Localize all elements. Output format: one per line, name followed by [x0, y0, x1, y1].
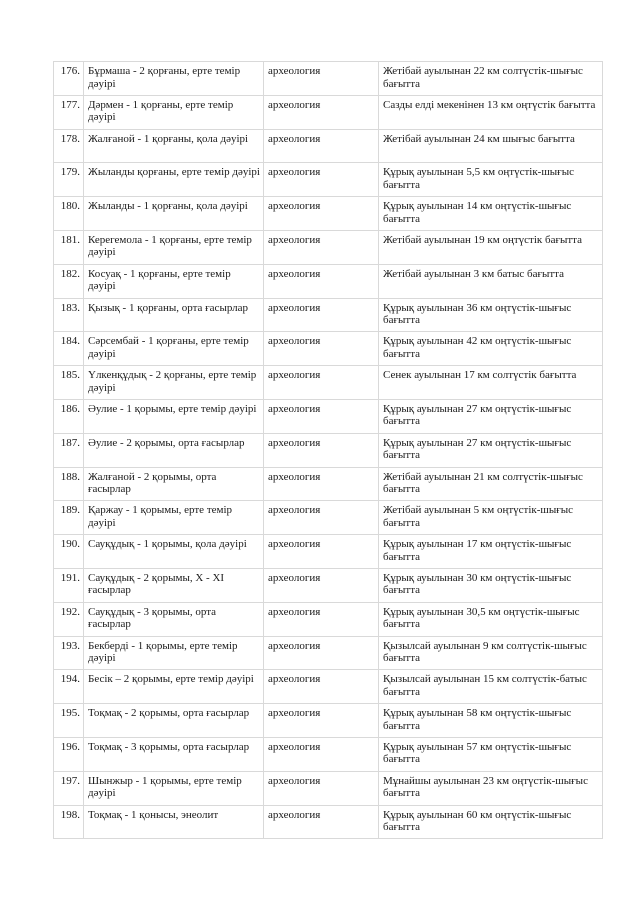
- table-row: [54, 737, 603, 771]
- monument-location-cell: Жетібай ауылынан 5 км оңтүстік-шығыс бағытта: [379, 501, 603, 535]
- monument-name-cell: Жыланды - 1 қорғаны, қола дәуірі: [84, 197, 264, 231]
- row-number-cell: 192.: [54, 602, 84, 636]
- monument-location-cell: Қызылсай ауылынан 9 км солтүстік-шығыс бағытта: [379, 636, 603, 670]
- monument-name-cell: Бекберді - 1 қорымы, ерте темір дәуірі: [84, 636, 264, 670]
- monument-name-cell: Бұрмаша - 2 қорғаны, ерте темір дәуірі: [84, 62, 264, 96]
- monument-name-cell: Қызық - 1 қорғаны, орта ғасырлар: [84, 298, 264, 332]
- table-row: [54, 670, 603, 704]
- row-number-cell: 197.: [54, 771, 84, 805]
- monument-type-cell: археология: [264, 501, 379, 535]
- monument-type-cell: археология: [264, 636, 379, 670]
- table-row: [54, 535, 603, 569]
- monument-type-cell: археология: [264, 602, 379, 636]
- monument-name-cell: Бесік – 2 қорымы, ерте темір дәуірі: [84, 670, 264, 704]
- table-row: [54, 129, 603, 163]
- monument-name-cell: Тоқмақ - 1 қонысы, энеолит: [84, 805, 264, 839]
- monument-location-cell: Жетібай ауылынан 19 км оңтүстік бағытта: [379, 230, 603, 264]
- monument-location-cell: Құрық ауылынан 58 км оңтүстік-шығыс бағытта: [379, 704, 603, 738]
- monument-type-cell: археология: [264, 704, 379, 738]
- monument-name-cell: Дәрмен - 1 қорғаны, ерте темір дәуірі: [84, 95, 264, 129]
- monument-name-cell: Жалғаной - 2 қорымы, орта ғасырлар: [84, 467, 264, 501]
- table-row: [54, 95, 603, 129]
- monument-location-cell: Жетібай ауылынан 3 км батыс бағытта: [379, 264, 603, 298]
- monument-type-cell: археология: [264, 197, 379, 231]
- monument-type-cell: археология: [264, 230, 379, 264]
- monument-location-cell: Сазды елді мекенінен 13 км оңтүстік бағытта: [379, 95, 603, 129]
- table-row: [54, 805, 603, 839]
- row-number-cell: 179.: [54, 163, 84, 197]
- monument-type-cell: археология: [264, 332, 379, 366]
- row-number-cell: 191.: [54, 568, 84, 602]
- row-number-cell: 183.: [54, 298, 84, 332]
- monument-location-cell: Жетібай ауылынан 24 км шығыс бағытта: [379, 129, 603, 163]
- monument-type-cell: археология: [264, 771, 379, 805]
- monument-type-cell: археология: [264, 62, 379, 96]
- monument-name-cell: Әулие - 2 қорымы, орта ғасырлар: [84, 433, 264, 467]
- monument-location-cell: Құрық ауылынан 5,5 км оңтүстік-шығыс бағытта: [379, 163, 603, 197]
- monument-type-cell: археология: [264, 399, 379, 433]
- table-row: [54, 62, 603, 96]
- monument-type-cell: археология: [264, 568, 379, 602]
- monument-location-cell: Мұнайшы ауылынан 23 км оңтүстік-шығыс бағытта: [379, 771, 603, 805]
- monument-name-cell: Жыланды қорғаны, ерте темір дәуірі: [84, 163, 264, 197]
- monument-name-cell: Тоқмақ - 2 қорымы, орта ғасырлар: [84, 704, 264, 738]
- monument-location-cell: Құрық ауылынан 27 км оңтүстік-шығыс бағытта: [379, 399, 603, 433]
- table-row: [54, 501, 603, 535]
- row-number-cell: 196.: [54, 737, 84, 771]
- monument-name-cell: Сауқұдық - 1 қорымы, қола дәуірі: [84, 535, 264, 569]
- monument-location-cell: Құрық ауылынан 30,5 км оңтүстік-шығыс бағытта: [379, 602, 603, 636]
- monument-name-cell: Үлкенқұдық - 2 қорғаны, ерте темір дәуірі: [84, 366, 264, 400]
- row-number-cell: 182.: [54, 264, 84, 298]
- table-row: [54, 264, 603, 298]
- table-row: [54, 332, 603, 366]
- row-number-cell: 176.: [54, 62, 84, 96]
- table-row: [54, 568, 603, 602]
- monument-name-cell: Косуақ - 1 қорғаны, ерте темір дәуірі: [84, 264, 264, 298]
- table-row: [54, 433, 603, 467]
- monument-name-cell: Керегемола - 1 қорғаны, ерте темір дәуірі: [84, 230, 264, 264]
- table-row: [54, 636, 603, 670]
- monument-name-cell: Сауқұдық - 3 қорымы, орта ғасырлар: [84, 602, 264, 636]
- monument-name-cell: Тоқмақ - 3 қорымы, орта ғасырлар: [84, 737, 264, 771]
- monument-type-cell: археология: [264, 433, 379, 467]
- monument-location-cell: Жетібай ауылынан 21 км солтүстік-шығыс бағытта: [379, 467, 603, 501]
- monument-location-cell: Құрық ауылынан 27 км оңтүстік-шығыс бағытта: [379, 433, 603, 467]
- row-number-cell: 180.: [54, 197, 84, 231]
- monument-name-cell: Жалғаной - 1 қорғаны, қола дәуірі: [84, 129, 264, 163]
- table-row: [54, 399, 603, 433]
- monument-type-cell: археология: [264, 298, 379, 332]
- row-number-cell: 178.: [54, 129, 84, 163]
- monument-location-cell: Құрық ауылынан 17 км оңтүстік-шығыс бағытта: [379, 535, 603, 569]
- monument-type-cell: археология: [264, 467, 379, 501]
- monument-location-cell: Қызылсай ауылынан 15 км солтүстік-батыс бағытта: [379, 670, 603, 704]
- row-number-cell: 186.: [54, 399, 84, 433]
- row-number-cell: 177.: [54, 95, 84, 129]
- monument-location-cell: Жетібай ауылынан 22 км солтүстік-шығыс бағытта: [379, 62, 603, 96]
- row-number-cell: 195.: [54, 704, 84, 738]
- monument-location-cell: Құрық ауылынан 42 км оңтүстік-шығыс бағытта: [379, 332, 603, 366]
- monument-type-cell: археология: [264, 129, 379, 163]
- monument-type-cell: археология: [264, 264, 379, 298]
- row-number-cell: 187.: [54, 433, 84, 467]
- monument-type-cell: археология: [264, 535, 379, 569]
- monument-name-cell: Сауқұдық - 2 қорымы, X - XI ғасырлар: [84, 568, 264, 602]
- table-row: [54, 230, 603, 264]
- monument-name-cell: Қаржау - 1 қорымы, ерте темір дәуірі: [84, 501, 264, 535]
- row-number-cell: 184.: [54, 332, 84, 366]
- monument-location-cell: Сенек ауылынан 17 км солтүстік бағытта: [379, 366, 603, 400]
- monument-name-cell: Шынжыр - 1 қорымы, ерте темір дәуірі: [84, 771, 264, 805]
- monument-name-cell: Сәрсембай - 1 қорғаны, ерте темір дәуірі: [84, 332, 264, 366]
- monument-type-cell: археология: [264, 95, 379, 129]
- row-number-cell: 194.: [54, 670, 84, 704]
- row-number-cell: 190.: [54, 535, 84, 569]
- table-row: [54, 602, 603, 636]
- monument-type-cell: археология: [264, 805, 379, 839]
- row-number-cell: 188.: [54, 467, 84, 501]
- monuments-table: [53, 61, 603, 839]
- monument-type-cell: археология: [264, 670, 379, 704]
- row-number-cell: 193.: [54, 636, 84, 670]
- table-row: [54, 197, 603, 231]
- table-row: [54, 298, 603, 332]
- monument-type-cell: археология: [264, 163, 379, 197]
- table-row: [54, 704, 603, 738]
- table-row: [54, 771, 603, 805]
- row-number-cell: 185.: [54, 366, 84, 400]
- monument-location-cell: Құрық ауылынан 60 км оңтүстік-шығыс бағытта: [379, 805, 603, 839]
- monument-location-cell: Құрық ауылынан 36 км оңтүстік-шығыс бағытта: [379, 298, 603, 332]
- table-row: [54, 366, 603, 400]
- monument-type-cell: археология: [264, 737, 379, 771]
- monument-location-cell: Құрық ауылынан 30 км оңтүстік-шығыс бағытта: [379, 568, 603, 602]
- monument-location-cell: Құрық ауылынан 14 км оңтүстік-шығыс бағытта: [379, 197, 603, 231]
- row-number-cell: 189.: [54, 501, 84, 535]
- monument-location-cell: Құрық ауылынан 57 км оңтүстік-шығыс бағытта: [379, 737, 603, 771]
- table-row: [54, 467, 603, 501]
- row-number-cell: 198.: [54, 805, 84, 839]
- monument-name-cell: Әулие - 1 қорымы, ерте темір дәуірі: [84, 399, 264, 433]
- table-body: [54, 62, 603, 839]
- row-number-cell: 181.: [54, 230, 84, 264]
- monument-type-cell: археология: [264, 366, 379, 400]
- table-row: [54, 163, 603, 197]
